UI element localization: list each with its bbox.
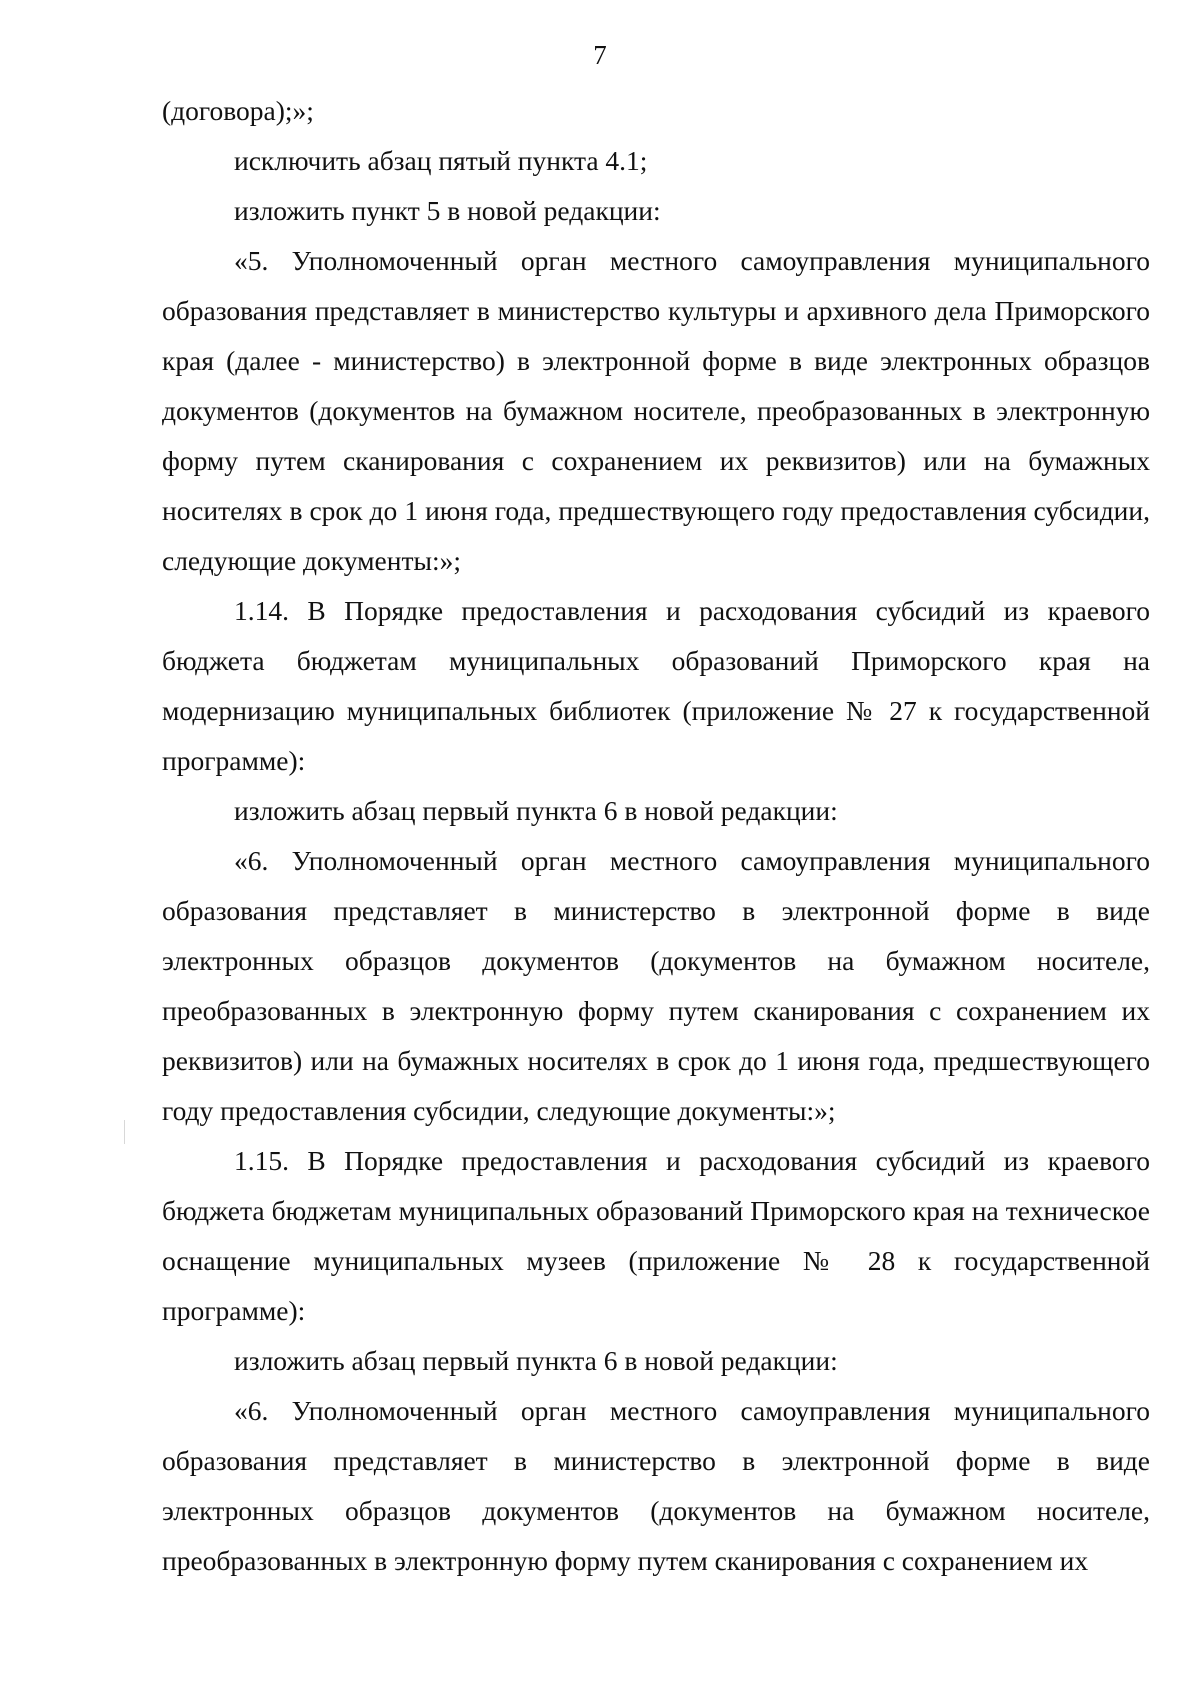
paragraph-exclude-clause: исключить абзац пятый пункта 4.1; bbox=[234, 145, 648, 176]
scan-edge-mark bbox=[124, 1120, 125, 1144]
paragraph-item-6-text-second: «6. Уполномоченный орган местного самоуправления муниципального образования представляет в министерство в электронной форме в виде электронных образцов документов (документов на бумажном носителе, преобразованных в электронную форму путем сканирования с сохранением их bbox=[162, 1395, 1150, 1576]
paragraph-new-edition-item-6-first: изложить абзац первый пункта 6 в новой редакции: bbox=[234, 795, 838, 826]
document-body bbox=[162, 86, 1150, 1586]
paragraph-section-1-14: 1.14. В Порядке предоставления и расходования субсидий из краевого бюджета бюджетам муниципальных образований Приморского края на модернизацию муниципальных библиотек (приложение № 27 к государственной программе): bbox=[162, 595, 1150, 776]
paragraph-section-1-15: 1.15. В Порядке предоставления и расходования субсидий из краевого бюджета бюджетам муниципальных образований Приморского края на техническое оснащение муниципальных музеев (приложение № 28 к государственной программе): bbox=[162, 1145, 1150, 1326]
paragraph-item-6-text-first: «6. Уполномоченный орган местного самоуправления муниципального образования представляет в министерство в электронной форме в виде электронных образцов документов (документов на бумажном носителе, преобразованных в электронную форму путем сканирования с сохранением их реквизитов) или на бумажных носителях в срок до 1 июня года, предшествующего году предоставления субсидии, следующие документы:»; bbox=[162, 845, 1150, 1126]
paragraph-new-edition-item-6-second: изложить абзац первый пункта 6 в новой редакции: bbox=[234, 1345, 838, 1376]
paragraph-new-edition-item-5: изложить пункт 5 в новой редакции: bbox=[234, 195, 661, 226]
paragraph-contract-ending: (договора);»; bbox=[162, 95, 314, 126]
page-number: 7 bbox=[593, 40, 607, 70]
paragraph-item-5-text: «5. Уполномоченный орган местного самоуправления муниципального образования представляет в министерство культуры и архивного дела Приморского края (далее - министерство) в электронной форме в виде электронных образцов документов (документов на бумажном носителе, преобразованных в электронную форму путем сканирования с сохранением их реквизитов) или на бумажных носителях в срок до 1 июня года, предшествующего году предоставления субсидии, следующие документы:»; bbox=[162, 245, 1150, 576]
